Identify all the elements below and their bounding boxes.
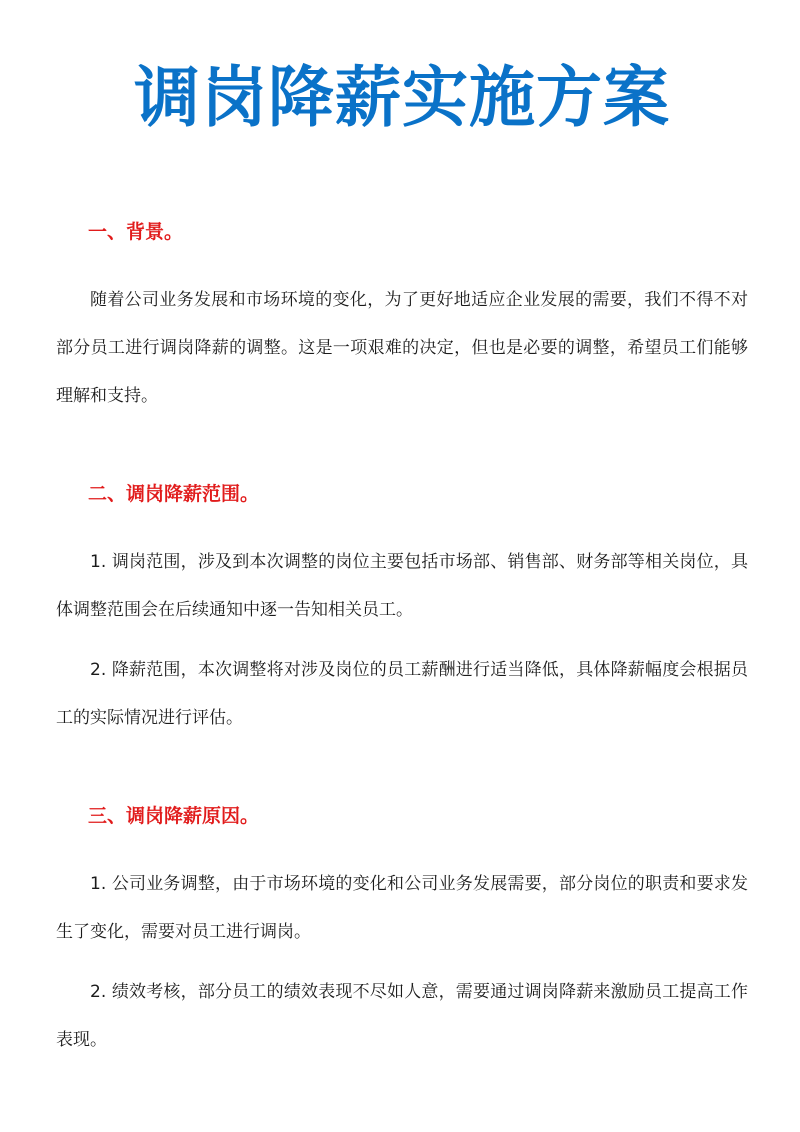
scope-item-salary: 2. 降薪范围，本次调整将对涉及岗位的员工薪酬进行适当降低，具体降薪幅度会根据员工的实际情况进行评估。 <box>56 660 748 728</box>
background-paragraph: 随着公司业务发展和市场环境的变化，为了更好地适应企业发展的需要，我们不得不对部分员工进行调岗降薪的调整。这是一项艰难的决定，但也是必要的调整，希望员工们能够理解和支持。 <box>56 290 748 406</box>
section-heading-background: 一、背景。 <box>88 221 184 243</box>
section-heading-reasons: 三、调岗降薪原因。 <box>88 805 260 827</box>
document-title: 调岗降薪实施方案 <box>134 59 670 136</box>
section-reasons <box>56 802 748 1064</box>
section-heading-scope: 二、调岗降薪范围。 <box>88 483 260 505</box>
section-background <box>56 218 748 420</box>
scope-item-transfer: 1. 调岗范围，涉及到本次调整的岗位主要包括市场部、销售部、财务部等相关岗位，具体调整范围会在后续通知中逐一告知相关员工。 <box>56 552 748 620</box>
reason-item-business: 1. 公司业务调整，由于市场环境的变化和公司业务发展需要，部分岗位的职责和要求发生了变化，需要对员工进行调岗。 <box>56 874 748 942</box>
reason-item-performance: 2. 绩效考核，部分员工的绩效表现不尽如人意，需要通过调岗降薪来激励员工提高工作表现。 <box>56 982 748 1050</box>
section-scope <box>56 480 748 742</box>
